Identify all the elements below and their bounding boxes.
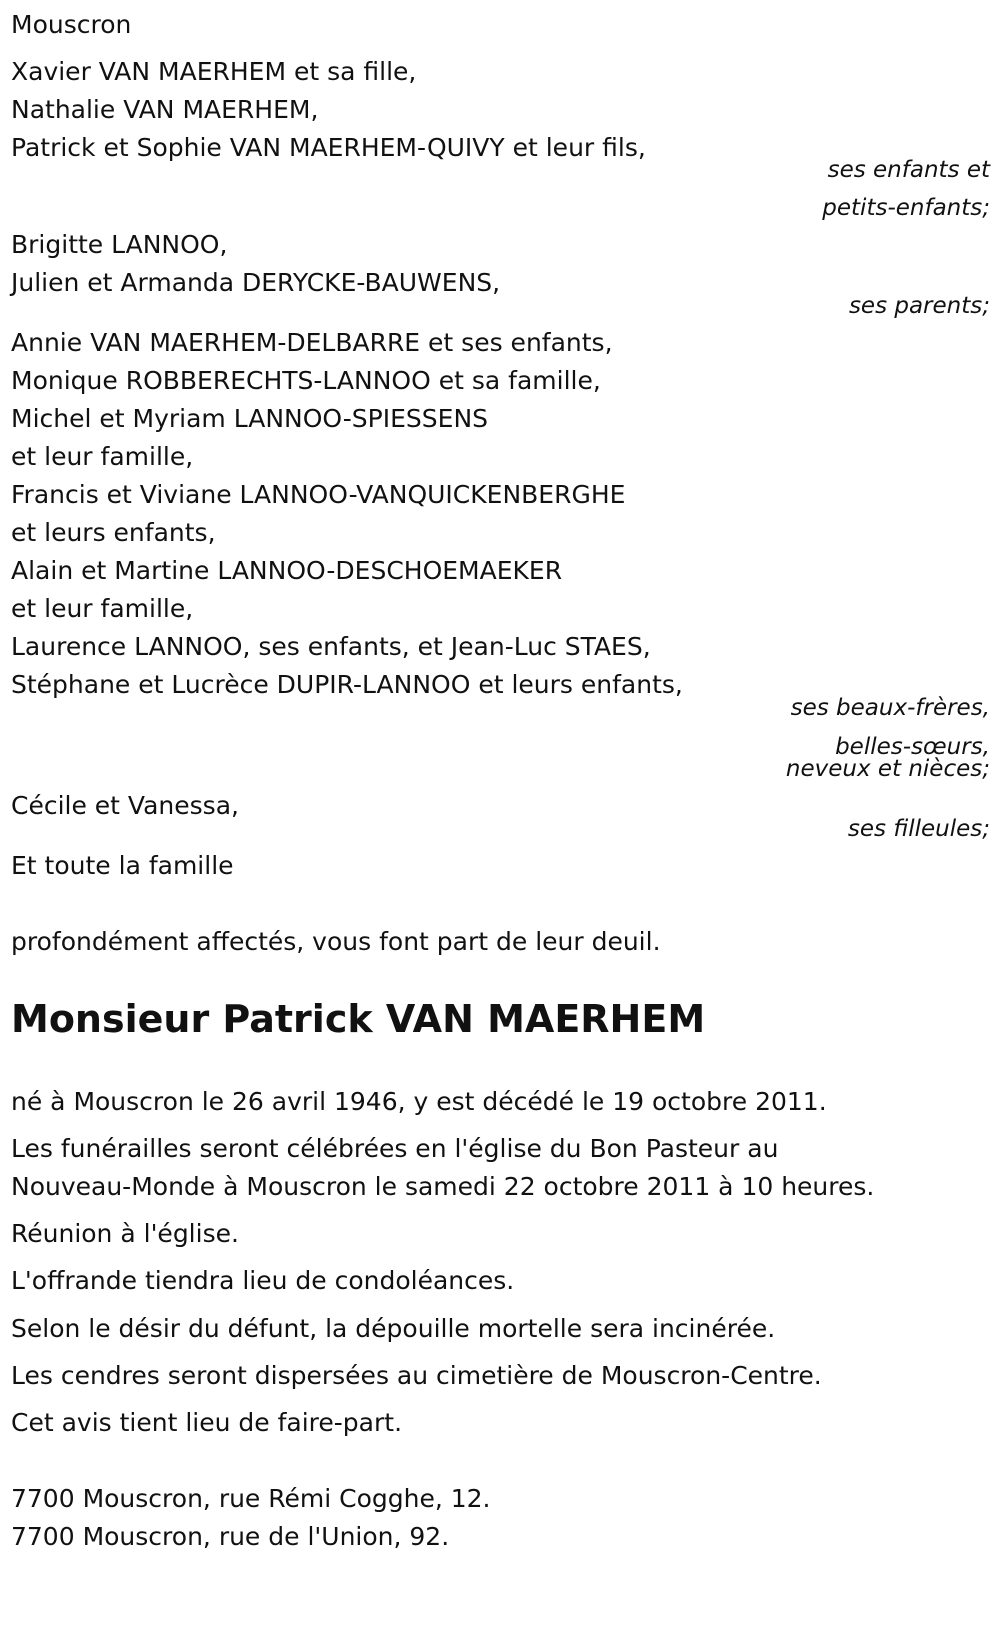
parents-line-1: Brigitte LANNOO, <box>11 230 228 259</box>
cremation-line: Selon le désir du défunt, la dépouille mortelle sera incinérée. <box>11 1314 776 1343</box>
children-line-2: Nathalie VAN MAERHEM, <box>11 95 319 124</box>
inlaws-line-8: et leur famille, <box>11 594 194 623</box>
offering-line: L'offrande tiendra lieu de condoléances. <box>11 1266 515 1295</box>
notice-line: Cet avis tient lieu de faire-part. <box>11 1408 403 1437</box>
children-line-3: Patrick et Sophie VAN MAERHEM-QUIVY et leur fils, <box>11 133 646 162</box>
address-line-2: 7700 Mouscron, rue de l'Union, 92. <box>11 1522 450 1551</box>
inlaws-role-2: belles-sœurs, <box>835 734 990 760</box>
children-role-2: petits-enfants; <box>822 195 990 221</box>
inlaws-line-3: Michel et Myriam LANNOO-SPIESSENS <box>11 404 489 433</box>
inlaws-line-5: Francis et Viviane LANNOO-VANQUICKENBERGHE <box>11 480 626 509</box>
deceased-name: Monsieur Patrick VAN MAERHEM <box>11 997 706 1041</box>
announcement-line: profondément affectés, vous font part de leur deuil. <box>11 927 661 956</box>
inlaws-line-9: Laurence LANNOO, ses enfants, et Jean-Luc STAES, <box>11 632 651 661</box>
children-line-1: Xavier VAN MAERHEM et sa fille, <box>11 57 417 86</box>
children-role-1: ses enfants et <box>827 157 990 183</box>
parents-line-2: Julien et Armanda DERYCKE-BAUWENS, <box>11 268 501 297</box>
whole-family-line: Et toute la famille <box>11 851 234 880</box>
inlaws-role-1: ses beaux-frères, <box>790 695 990 721</box>
inlaws-line-1: Annie VAN MAERHEM-DELBARRE et ses enfants, <box>11 328 613 357</box>
ashes-line: Les cendres seront dispersées au cimetière de Mouscron-Centre. <box>11 1361 822 1390</box>
inlaws-role-3: neveux et nièces; <box>785 756 990 782</box>
parents-role: ses parents; <box>848 293 990 319</box>
inlaws-line-7: Alain et Martine LANNOO-DESCHOEMAEKER <box>11 556 563 585</box>
inlaws-line-4: et leur famille, <box>11 442 194 471</box>
inlaws-line-6: et leurs enfants, <box>11 518 216 547</box>
birth-death-line: né à Mouscron le 26 avril 1946, y est décédé le 19 octobre 2011. <box>11 1087 827 1116</box>
place-heading: Mouscron <box>11 10 132 39</box>
inlaws-line-2: Monique ROBBERECHTS-LANNOO et sa famille, <box>11 366 601 395</box>
godchildren-line: Cécile et Vanessa, <box>11 791 239 820</box>
godchildren-role: ses filleules; <box>847 816 990 842</box>
address-line-1: 7700 Mouscron, rue Rémi Cogghe, 12. <box>11 1484 491 1513</box>
funeral-line-2: Nouveau-Monde à Mouscron le samedi 22 octobre 2011 à 10 heures. <box>11 1172 875 1201</box>
meeting-line: Réunion à l'église. <box>11 1219 239 1248</box>
inlaws-line-10: Stéphane et Lucrèce DUPIR-LANNOO et leurs enfants, <box>11 670 683 699</box>
funeral-line-1: Les funérailles seront célébrées en l'église du Bon Pasteur au <box>11 1134 779 1163</box>
